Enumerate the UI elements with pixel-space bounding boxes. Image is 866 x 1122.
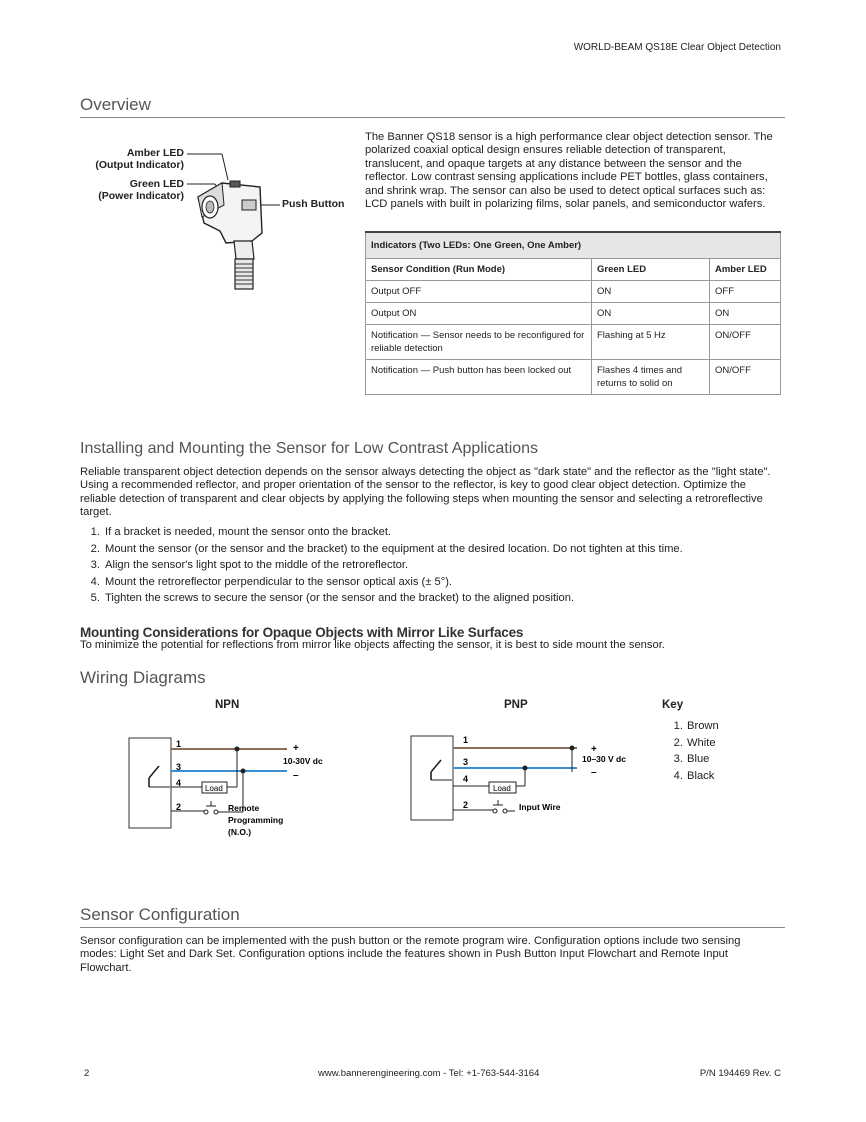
npn-diagram (125, 730, 340, 840)
pnp-plus: + (591, 744, 597, 755)
wiring-title: Wiring Diagrams (80, 668, 206, 687)
key-label: Black (687, 769, 715, 782)
table-cell: Output ON (366, 303, 592, 325)
list-item: 1. Brown (673, 720, 719, 732)
green-led-callout (90, 178, 184, 202)
part-number: P/N 194469 Rev. C (699, 1068, 781, 1079)
table-row (366, 281, 781, 303)
npn-remote-2: Programming (228, 815, 284, 825)
table-cell: Flashing at 5 Hz (592, 325, 710, 360)
list-item: 4. Mount the retroreflector perpendicular to the sensor optical axis (± 5°). (90, 575, 453, 588)
overview-title: Overview (80, 95, 151, 114)
step-text: Align the sensor's light spot to the middle of the retroreflector. (105, 559, 409, 571)
page-number: 2 (84, 1068, 90, 1079)
list-item: 2. Mount the sensor (or the sensor and the bracket) to the equipment at the desired location. Do not tighten at this time. (90, 542, 683, 555)
config-text: Sensor configuration can be implemented with the push button or the remote program wire. Configuration options include two sensing modes: Light Set and Dark Set. Configuration options include the features shown in Push Button Input Flowchart and Remote Input Flowchart. (80, 935, 741, 974)
table-cell: ON/OFF (710, 360, 781, 395)
table-header: Amber LED (710, 259, 781, 281)
list-item: 3. Blue (673, 753, 710, 765)
pnp-pin-3: 3 (463, 757, 469, 767)
installing-steps (80, 524, 780, 607)
step-text: Mount the sensor (or the sensor and the bracket) to the equipment at the desired location. Do not tighten at this time. (105, 542, 683, 555)
table-cell: OFF (710, 281, 781, 303)
running-header: WORLD-BEAM QS18E Clear Object Detection (573, 42, 781, 53)
npn-remote-3: (N.O.) (228, 827, 252, 837)
table-cell: Notification — Push button has been locked out (366, 360, 592, 395)
table-row (366, 303, 781, 325)
list-item: 2. White (673, 736, 716, 749)
npn-pin-2: 2 (176, 802, 182, 812)
npn-title: NPN (215, 699, 240, 711)
mounting-title: Mounting Considerations for Opaque Objects with Mirror Like Surfaces (80, 625, 524, 640)
pnp-input-wire: Input Wire (519, 802, 561, 812)
key-label: White (687, 736, 716, 749)
npn-remote-1: Remote (228, 803, 260, 813)
table-row (366, 325, 781, 360)
config-title: Sensor Configuration (80, 905, 240, 924)
key-title: Key (662, 699, 684, 711)
pnp-minus: – (591, 767, 597, 778)
footer-contact: www.bannerengineering.com - Tel: +1-763-544-3164 (318, 1068, 540, 1079)
installing-intro: Reliable transparent object detection depends on the sensor always detecting the object as "dark state" and the reflector as the "light state". Using a recommended reflector, and proper orientation of the sensor to the reflector, is key to good clear object detection. Optimize the reliable detection of transparent and clear objects by applying the following steps when mounting the sensor and selecting a retroreflective target. (80, 466, 771, 519)
green-led-sublabel: (Power Indicator) (98, 190, 184, 202)
list-item: 5. Tighten the screws to secure the sensor (or the sensor and the bracket) to the aligned position. (90, 592, 575, 604)
overview-rule (80, 117, 785, 118)
npn-pin-4: 4 (176, 778, 182, 788)
pnp-load: Load (493, 784, 511, 793)
push-button-label: Push Button (282, 198, 345, 210)
list-item: 4. Black (673, 769, 715, 782)
npn-plus: + (293, 743, 299, 754)
key-label: Blue (687, 753, 710, 765)
npn-load: Load (205, 784, 223, 793)
wire-color-key (665, 718, 719, 784)
list-item: 1. If a bracket is needed, mount the sensor onto the bracket. (90, 526, 392, 538)
mounting-text: To minimize the potential for reflections from mirror like objects affecting the sensor, it is best to side mount the sensor. (80, 639, 665, 651)
table-header: Green LED (592, 259, 710, 281)
pnp-diagram (407, 730, 637, 830)
pnp-pin-1: 1 (463, 735, 469, 745)
list-item: 3. Align the sensor's light spot to the middle of the retroreflector. (90, 559, 409, 571)
npn-pin-3: 3 (176, 762, 182, 772)
npn-voltage: 10-30V dc (283, 756, 323, 766)
pnp-pin-4: 4 (463, 774, 469, 784)
table-cell: ON/OFF (710, 325, 781, 360)
pnp-title: PNP (504, 699, 528, 711)
step-text: Mount the retroreflector perpendicular to the sensor optical axis (± 5°). (105, 575, 453, 588)
overview-description: The Banner QS18 sensor is a high performance clear object detection sensor. The polarized coaxial optical design ensures reliable detection of transparent, translucent, and opaque targets at any distance between the sensor and the reflector. Low contrast sensing applications include PET bottles, glass containers, and shrink wrap. The sensor can also be used to detect optical surfaces such as: LCD panels with built in polarizing films, solar panels, and semiconductor wafers. (365, 131, 773, 211)
key-label: Brown (687, 720, 719, 732)
indicators-table (365, 231, 781, 395)
installing-title: Installing and Mounting the Sensor for Low Contrast Applications (80, 440, 539, 457)
table-caption: Indicators (Two LEDs: One Green, One Amber) (366, 232, 781, 259)
npn-pin-1: 1 (176, 739, 182, 749)
amber-led-label: Amber LED (126, 147, 184, 159)
table-header: Sensor Condition (Run Mode) (366, 259, 592, 281)
pnp-voltage: 10–30 V dc (582, 754, 626, 764)
sensor-illustration (180, 145, 290, 295)
table-cell: ON (592, 303, 710, 325)
amber-led-callout (90, 147, 184, 171)
table-cell: Flashes 4 times and returns to solid on (592, 360, 710, 395)
table-cell: ON (710, 303, 781, 325)
npn-minus: – (293, 770, 299, 781)
amber-led-sublabel: (Output Indicator) (95, 159, 184, 171)
pnp-pin-2: 2 (463, 800, 469, 810)
table-cell: ON (592, 281, 710, 303)
step-text: Tighten the screws to secure the sensor (or the sensor and the bracket) to the aligned position. (105, 592, 575, 604)
table-row (366, 360, 781, 395)
green-led-label: Green LED (129, 178, 184, 190)
table-cell: Notification — Sensor needs to be reconfigured for reliable detection (366, 325, 592, 360)
config-rule (80, 927, 785, 928)
step-text: If a bracket is needed, mount the sensor onto the bracket. (105, 526, 392, 538)
table-cell: Output OFF (366, 281, 592, 303)
